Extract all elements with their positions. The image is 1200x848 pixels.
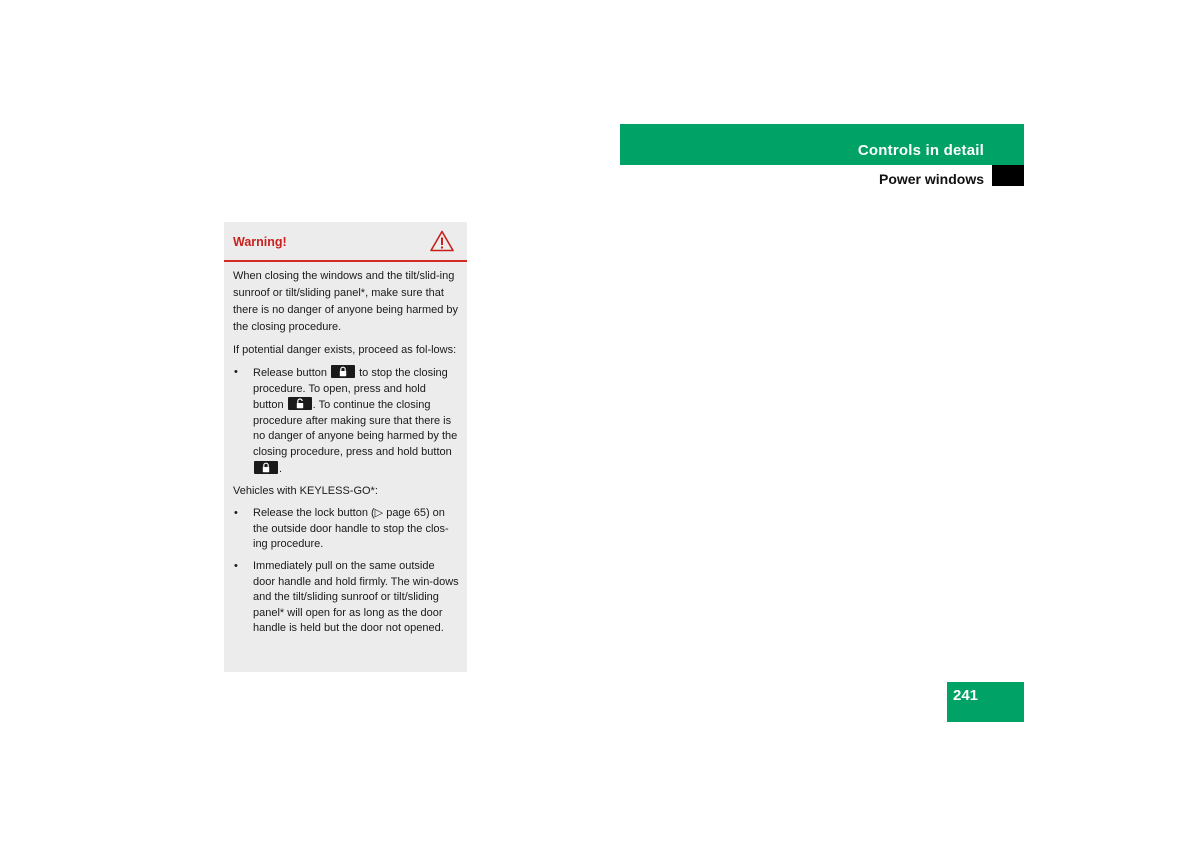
- warning-triangle-icon: [430, 230, 454, 252]
- section-title: Controls in detail: [857, 142, 984, 159]
- bullet-text: to stop the closing procedure. To open, press and hold button: [253, 367, 448, 412]
- keyless-list: [233, 506, 459, 637]
- lock-icon: [331, 365, 355, 378]
- warning-box: [224, 222, 467, 672]
- list-item: • Release the lock button (▷ page 65) on the outside door handle to stop the clos-ing procedure.: [233, 506, 459, 553]
- page-number-box: [947, 682, 1024, 722]
- bullet-text: . To continue the closing procedure after making sure that there is no danger of anyone being harmed by the closing procedure, press and hold button: [253, 399, 458, 458]
- subsection-marker: [992, 165, 1024, 186]
- warning-header: [224, 222, 467, 262]
- warning-danger-intro: If potential danger exists, proceed as fol-lows:: [233, 344, 457, 356]
- list-item: • Immediately pull on the same outside door handle and hold firmly. The win-dows and the tilt/sliding sunroof or tilt/sliding panel* will open for as long as the door handle is held but the door not opened.: [233, 559, 459, 637]
- warning-danger-list: [233, 365, 459, 477]
- lock-icon: [254, 461, 278, 474]
- warning-intro: When closing the windows and the tilt/slid-ing sunroof or tilt/sliding panel*, make sure that there is no danger of anyone being harmed by the closing procedure.: [233, 270, 459, 333]
- section-header: [620, 124, 1024, 165]
- warning-body: [224, 262, 467, 637]
- warning-label: Warning!: [233, 235, 287, 249]
- list-item: [233, 365, 459, 477]
- subsection-title: Power windows: [878, 171, 984, 187]
- bullet-text: .: [279, 462, 283, 475]
- bullet-text: Release button: [253, 367, 327, 379]
- unlock-icon: [288, 397, 312, 410]
- page-number: 241: [953, 687, 979, 704]
- keyless-intro: Vehicles with KEYLESS-GO*:: [233, 485, 378, 498]
